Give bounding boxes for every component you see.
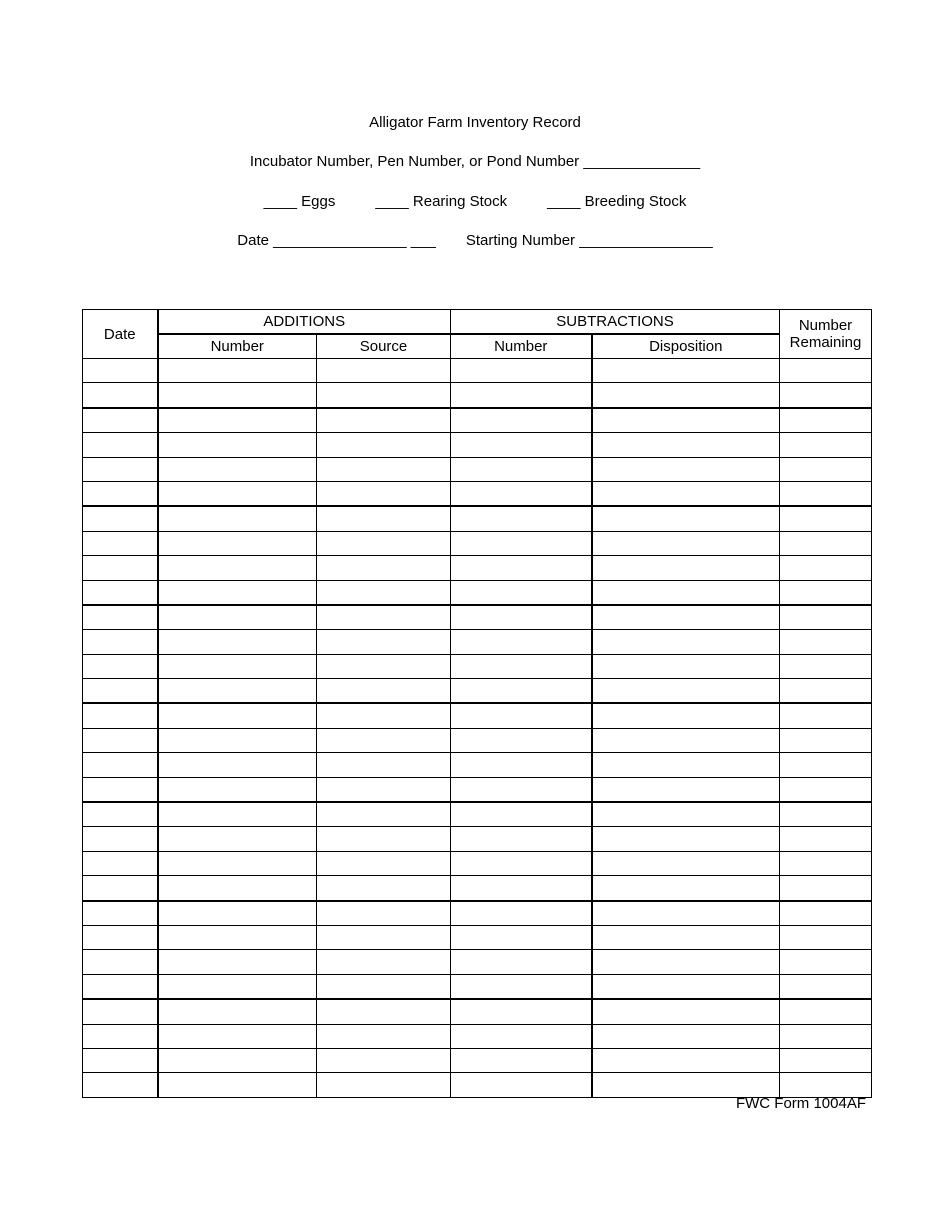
table-row <box>83 383 872 408</box>
date-start-line <box>0 232 950 250</box>
table-row <box>83 950 872 974</box>
remaining-cell[interactable] <box>780 950 872 974</box>
additions-source-cell[interactable] <box>317 506 451 531</box>
table-row <box>83 580 872 605</box>
additions-source-cell[interactable] <box>317 433 451 457</box>
additions-number-cell[interactable] <box>158 679 317 704</box>
additions-source-cell[interactable] <box>317 408 451 433</box>
table-row <box>83 457 872 481</box>
rearing-stock-option[interactable]: ____ Rearing Stock <box>375 193 508 210</box>
date-cell[interactable] <box>83 1024 158 1048</box>
subtractions-number-cell[interactable] <box>451 1024 592 1048</box>
additions-number-cell[interactable] <box>158 950 317 974</box>
disposition-cell[interactable] <box>592 901 780 926</box>
additions-number-cell[interactable] <box>158 974 317 999</box>
date-cell[interactable] <box>83 950 158 974</box>
subtractions-number-cell[interactable] <box>451 383 592 408</box>
table-row <box>83 925 872 949</box>
additions-source-cell[interactable] <box>317 876 451 901</box>
subtractions-number-cell[interactable] <box>451 359 592 383</box>
additions-number-cell[interactable] <box>158 605 317 630</box>
disposition-cell[interactable] <box>592 654 780 678</box>
date-cell[interactable] <box>83 999 158 1024</box>
disposition-cell[interactable] <box>592 999 780 1024</box>
disposition-cell[interactable] <box>592 851 780 875</box>
date-cell[interactable] <box>83 777 158 802</box>
date-cell[interactable] <box>83 802 158 827</box>
subtractions-number-cell[interactable] <box>451 876 592 901</box>
additions-source-cell[interactable] <box>317 1048 451 1072</box>
date-cell[interactable] <box>83 876 158 901</box>
table-row <box>83 654 872 678</box>
remaining-cell[interactable] <box>780 703 872 728</box>
additions-number-cell[interactable] <box>158 433 317 457</box>
eggs-option[interactable]: ____ Eggs <box>263 193 336 210</box>
additions-number-cell[interactable] <box>158 876 317 901</box>
date-cell[interactable] <box>83 974 158 999</box>
additions-source-cell[interactable] <box>317 974 451 999</box>
table-row <box>83 876 872 901</box>
additions-number-cell[interactable] <box>158 1024 317 1048</box>
table-row <box>83 630 872 654</box>
disposition-cell[interactable] <box>592 950 780 974</box>
remaining-cell[interactable] <box>780 605 872 630</box>
table-row <box>83 679 872 704</box>
subtractions-number-cell[interactable] <box>451 408 592 433</box>
subtractions-number-cell[interactable] <box>451 654 592 678</box>
additions-source-cell[interactable] <box>317 679 451 704</box>
date-cell[interactable] <box>83 481 158 506</box>
remaining-cell[interactable] <box>780 481 872 506</box>
remaining-cell[interactable] <box>780 974 872 999</box>
additions-number-cell[interactable] <box>158 1073 317 1097</box>
table-row <box>83 999 872 1024</box>
subtractions-number-cell[interactable] <box>451 433 592 457</box>
disposition-cell[interactable] <box>592 457 780 481</box>
remaining-cell[interactable] <box>780 777 872 802</box>
remaining-cell[interactable] <box>780 457 872 481</box>
disposition-cell[interactable] <box>592 605 780 630</box>
stock-type-options <box>0 193 950 211</box>
subtractions-number-cell[interactable] <box>451 481 592 506</box>
date-cell[interactable] <box>83 605 158 630</box>
additions-number-cell[interactable] <box>158 531 317 555</box>
disposition-cell[interactable] <box>592 679 780 704</box>
table-row <box>83 433 872 457</box>
additions-source-cell[interactable] <box>317 827 451 851</box>
date-cell[interactable] <box>83 1048 158 1072</box>
additions-source-cell[interactable] <box>317 703 451 728</box>
additions-source-cell[interactable] <box>317 728 451 752</box>
subtractions-number-cell[interactable] <box>451 679 592 704</box>
table-row <box>83 1048 872 1072</box>
subtractions-number-cell[interactable] <box>451 1048 592 1072</box>
inventory-rows <box>83 359 872 1098</box>
disposition-cell[interactable] <box>592 433 780 457</box>
table-row <box>83 974 872 999</box>
date-cell[interactable] <box>83 457 158 481</box>
additions-source-cell[interactable] <box>317 851 451 875</box>
subtractions-number-cell[interactable] <box>451 851 592 875</box>
subtractions-number-cell[interactable] <box>451 999 592 1024</box>
additions-source-cell[interactable] <box>317 753 451 777</box>
date-cell[interactable] <box>83 728 158 752</box>
disposition-cell[interactable] <box>592 1048 780 1072</box>
additions-number-cell[interactable] <box>158 654 317 678</box>
additions-header: ADDITIONS <box>158 310 451 335</box>
remaining-cell[interactable] <box>780 531 872 555</box>
date-cell[interactable] <box>83 827 158 851</box>
inventory-table <box>82 309 872 1098</box>
remaining-cell[interactable] <box>780 876 872 901</box>
date-cell[interactable] <box>83 901 158 926</box>
additions-source-cell[interactable] <box>317 359 451 383</box>
additions-source-header: Source <box>317 334 451 359</box>
disposition-cell[interactable] <box>592 777 780 802</box>
table-row <box>83 556 872 580</box>
subtractions-number-cell[interactable] <box>451 531 592 555</box>
additions-source-cell[interactable] <box>317 802 451 827</box>
disposition-cell[interactable] <box>592 408 780 433</box>
subtractions-number-cell[interactable] <box>451 753 592 777</box>
remaining-cell[interactable] <box>780 580 872 605</box>
date-cell[interactable] <box>83 630 158 654</box>
subtractions-number-cell[interactable] <box>451 802 592 827</box>
table-row <box>83 1024 872 1048</box>
remaining-cell[interactable] <box>780 408 872 433</box>
date-cell[interactable] <box>83 679 158 704</box>
subtractions-number-cell[interactable] <box>451 974 592 999</box>
subtractions-number-cell[interactable] <box>451 728 592 752</box>
additions-number-cell[interactable] <box>158 753 317 777</box>
remaining-cell[interactable] <box>780 802 872 827</box>
additions-source-cell[interactable] <box>317 901 451 926</box>
additions-source-cell[interactable] <box>317 531 451 555</box>
table-row <box>83 703 872 728</box>
additions-number-cell[interactable] <box>158 556 317 580</box>
additions-number-cell[interactable] <box>158 802 317 827</box>
table-row <box>83 1073 872 1097</box>
additions-source-cell[interactable] <box>317 481 451 506</box>
additions-source-cell[interactable] <box>317 383 451 408</box>
disposition-cell[interactable] <box>592 556 780 580</box>
subtractions-number-cell[interactable] <box>451 506 592 531</box>
additions-source-cell[interactable] <box>317 925 451 949</box>
disposition-cell[interactable] <box>592 876 780 901</box>
subtractions-number-cell[interactable] <box>451 901 592 926</box>
form-title: Alligator Farm Inventory Record <box>369 114 581 131</box>
table-row <box>83 827 872 851</box>
table-row <box>83 359 872 383</box>
additions-number-cell[interactable] <box>158 481 317 506</box>
table-row <box>83 506 872 531</box>
additions-source-cell[interactable] <box>317 777 451 802</box>
disposition-cell[interactable] <box>592 925 780 949</box>
disposition-cell[interactable] <box>592 753 780 777</box>
subtractions-number-cell[interactable] <box>451 925 592 949</box>
subtractions-number-header: Number <box>451 334 592 359</box>
additions-source-cell[interactable] <box>317 457 451 481</box>
subtractions-number-cell[interactable] <box>451 580 592 605</box>
disposition-cell[interactable] <box>592 728 780 752</box>
additions-source-cell[interactable] <box>317 605 451 630</box>
date-cell[interactable] <box>83 408 158 433</box>
remaining-cell[interactable] <box>780 630 872 654</box>
remaining-cell[interactable] <box>780 433 872 457</box>
disposition-cell[interactable] <box>592 359 780 383</box>
date-cell[interactable] <box>83 654 158 678</box>
disposition-cell[interactable] <box>592 506 780 531</box>
additions-number-cell[interactable] <box>158 408 317 433</box>
date-cell[interactable] <box>83 851 158 875</box>
subtractions-number-cell[interactable] <box>451 777 592 802</box>
table-row <box>83 901 872 926</box>
table-row <box>83 777 872 802</box>
additions-number-cell[interactable] <box>158 506 317 531</box>
subtractions-header: SUBTRACTIONS <box>451 310 780 335</box>
remaining-cell[interactable] <box>780 359 872 383</box>
additions-source-cell[interactable] <box>317 630 451 654</box>
date-cell[interactable] <box>83 556 158 580</box>
table-row <box>83 605 872 630</box>
additions-source-cell[interactable] <box>317 1073 451 1097</box>
additions-number-cell[interactable] <box>158 728 317 752</box>
table-row <box>83 851 872 875</box>
remaining-cell[interactable] <box>780 728 872 752</box>
remaining-cell[interactable] <box>780 383 872 408</box>
date-cell[interactable] <box>83 580 158 605</box>
remaining-cell[interactable] <box>780 679 872 704</box>
table-row <box>83 531 872 555</box>
starting-number-field[interactable]: Starting Number ________________ <box>465 232 713 249</box>
date-cell[interactable] <box>83 703 158 728</box>
table-row <box>83 481 872 506</box>
breeding-stock-option[interactable]: ____ Breeding Stock <box>547 193 687 210</box>
remaining-cell[interactable] <box>780 999 872 1024</box>
disposition-cell[interactable] <box>592 630 780 654</box>
subtractions-number-cell[interactable] <box>451 950 592 974</box>
number-remaining-header: Number Remaining <box>780 310 872 359</box>
additions-number-cell[interactable] <box>158 580 317 605</box>
subtractions-number-cell[interactable] <box>451 630 592 654</box>
additions-number-cell[interactable] <box>158 925 317 949</box>
remaining-cell[interactable] <box>780 851 872 875</box>
additions-number-cell[interactable] <box>158 901 317 926</box>
additions-number-cell[interactable] <box>158 999 317 1024</box>
form-number: FWC Form 1004AF <box>735 1095 866 1112</box>
disposition-cell[interactable] <box>592 481 780 506</box>
remaining-cell[interactable] <box>780 654 872 678</box>
additions-number-cell[interactable] <box>158 851 317 875</box>
subtractions-number-cell[interactable] <box>451 703 592 728</box>
table-row <box>83 802 872 827</box>
date-cell[interactable] <box>83 383 158 408</box>
remaining-cell[interactable] <box>780 901 872 926</box>
remaining-cell[interactable] <box>780 1073 872 1097</box>
unit-number-field[interactable]: Incubator Number, Pen Number, or Pond Number ______________ <box>249 153 701 170</box>
disposition-cell[interactable] <box>592 703 780 728</box>
date-cell[interactable] <box>83 531 158 555</box>
table-row <box>83 728 872 752</box>
subtractions-number-cell[interactable] <box>451 457 592 481</box>
additions-source-cell[interactable] <box>317 1024 451 1048</box>
disposition-cell[interactable] <box>592 974 780 999</box>
remaining-cell[interactable] <box>780 1048 872 1072</box>
table-row <box>83 408 872 433</box>
additions-number-cell[interactable] <box>158 777 317 802</box>
date-cell[interactable] <box>83 359 158 383</box>
remaining-cell[interactable] <box>780 925 872 949</box>
date-cell[interactable] <box>83 506 158 531</box>
additions-number-cell[interactable] <box>158 827 317 851</box>
disposition-cell[interactable] <box>592 1024 780 1048</box>
disposition-cell[interactable] <box>592 580 780 605</box>
additions-source-cell[interactable] <box>317 654 451 678</box>
disposition-cell[interactable] <box>592 383 780 408</box>
date-cell[interactable] <box>83 753 158 777</box>
additions-source-cell[interactable] <box>317 950 451 974</box>
date-cell[interactable] <box>83 925 158 949</box>
subtractions-number-cell[interactable] <box>451 605 592 630</box>
additions-number-cell[interactable] <box>158 630 317 654</box>
additions-source-cell[interactable] <box>317 556 451 580</box>
remaining-cell[interactable] <box>780 506 872 531</box>
additions-number-cell[interactable] <box>158 359 317 383</box>
subtractions-number-cell[interactable] <box>451 1073 592 1097</box>
additions-number-cell[interactable] <box>158 457 317 481</box>
remaining-cell[interactable] <box>780 753 872 777</box>
additions-source-cell[interactable] <box>317 999 451 1024</box>
additions-number-cell[interactable] <box>158 703 317 728</box>
date-column-header: Date <box>83 310 158 359</box>
table-row <box>83 753 872 777</box>
additions-source-cell[interactable] <box>317 580 451 605</box>
remaining-cell[interactable] <box>780 827 872 851</box>
remaining-cell[interactable] <box>780 1024 872 1048</box>
disposition-cell[interactable] <box>592 531 780 555</box>
date-cell[interactable] <box>83 1073 158 1097</box>
disposition-cell[interactable] <box>592 1073 780 1097</box>
additions-number-cell[interactable] <box>158 383 317 408</box>
date-cell[interactable] <box>83 433 158 457</box>
subtractions-number-cell[interactable] <box>451 556 592 580</box>
remaining-cell[interactable] <box>780 556 872 580</box>
subtractions-number-cell[interactable] <box>451 827 592 851</box>
disposition-cell[interactable] <box>592 827 780 851</box>
date-field[interactable]: Date ________________ ___ <box>237 232 436 249</box>
subtractions-disposition-header: Disposition <box>592 334 780 359</box>
additions-number-cell[interactable] <box>158 1048 317 1072</box>
additions-number-header: Number <box>158 334 317 359</box>
disposition-cell[interactable] <box>592 802 780 827</box>
